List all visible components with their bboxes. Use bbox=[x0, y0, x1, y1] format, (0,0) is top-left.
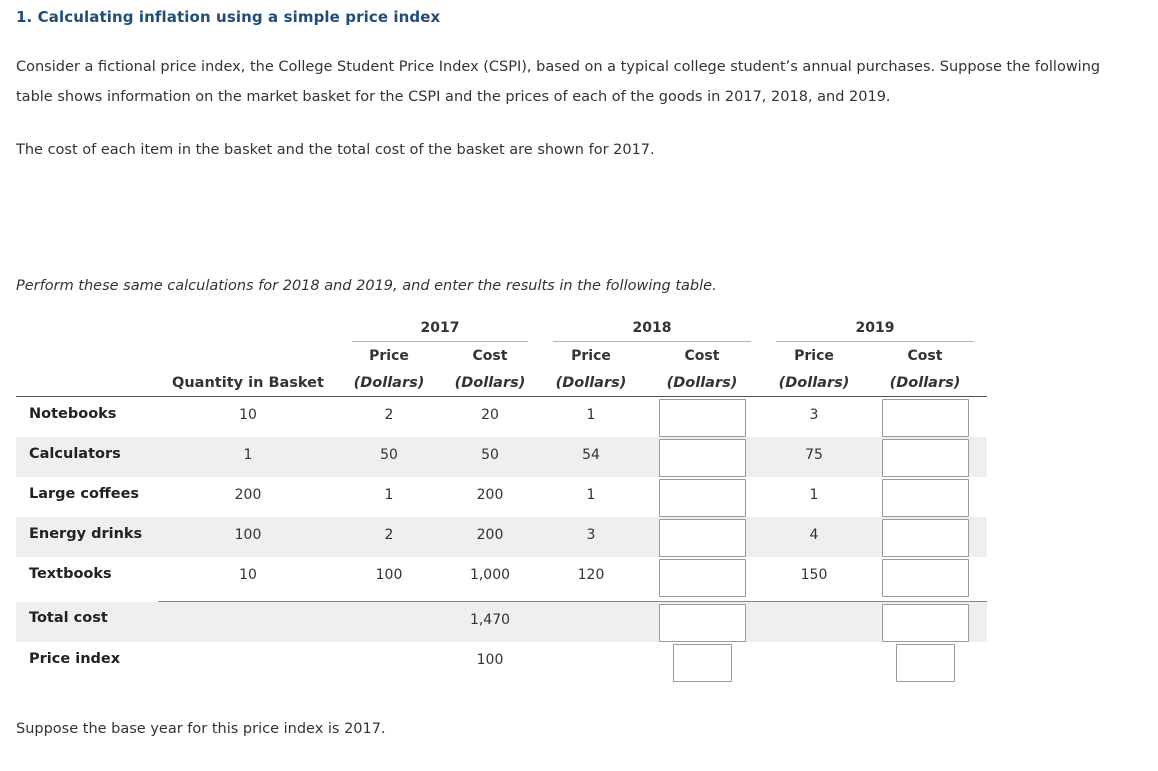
intro-text-line1: Consider a fictional price index, the College Student Price Index (CSPI), based on a typical college student’s annual purchases. Suppose the following bbox=[16, 59, 1101, 75]
cost-2018-input-notebooks[interactable] bbox=[659, 399, 746, 437]
col-header-cost-2017: Cost bbox=[472, 348, 508, 364]
col-header-quantity: Quantity in Basket bbox=[172, 375, 324, 391]
year-underline-2019 bbox=[776, 341, 974, 342]
header-rule bbox=[16, 396, 987, 397]
row-label-price-index: Price index bbox=[29, 651, 121, 667]
col-header-dollars-price-2019: (Dollars) bbox=[778, 375, 850, 391]
row-label-calculators: Calculators bbox=[29, 446, 121, 462]
price-index-2017-cell: 100 bbox=[476, 652, 504, 668]
col-header-dollars-cost-2018: (Dollars) bbox=[666, 375, 738, 391]
year-underline-2018 bbox=[553, 341, 751, 342]
col-header-cost-2019: Cost bbox=[907, 348, 943, 364]
cost-2018-input-energy-drinks[interactable] bbox=[659, 519, 746, 557]
cost-2017-cell: 1,000 bbox=[469, 567, 511, 583]
quantity-cell: 1 bbox=[243, 447, 253, 463]
row-label-energy-drinks: Energy drinks bbox=[29, 526, 143, 542]
row-label-notebooks: Notebooks bbox=[29, 406, 117, 422]
col-header-cost-2018: Cost bbox=[684, 348, 720, 364]
cost-2019-input-textbooks[interactable] bbox=[882, 559, 969, 597]
total-rule bbox=[158, 601, 987, 602]
price-2017-cell: 100 bbox=[375, 567, 403, 583]
price-2018-cell: 1 bbox=[586, 487, 596, 503]
cost-2018-input-textbooks[interactable] bbox=[659, 559, 746, 597]
total-cost-2017-cell: 1,470 bbox=[469, 612, 511, 628]
price-2019-cell: 75 bbox=[805, 447, 823, 463]
quantity-cell: 10 bbox=[239, 567, 257, 583]
cost-note: The cost of each item in the basket and the total cost of the basket are shown for 2017. bbox=[16, 142, 655, 158]
year-header-2018: 2018 bbox=[632, 320, 672, 336]
quantity-cell: 200 bbox=[234, 487, 262, 503]
cost-2018-input-large-coffees[interactable] bbox=[659, 479, 746, 517]
intro-text-line2: table shows information on the market basket for the CSPI and the prices of each of the goods in 2017, 2018, and 2019. bbox=[16, 89, 891, 105]
row-label-textbooks: Textbooks bbox=[29, 566, 112, 582]
year-header-2017: 2017 bbox=[420, 320, 460, 336]
cost-2017-cell: 50 bbox=[481, 447, 499, 463]
price-2018-cell: 3 bbox=[586, 527, 596, 543]
col-header-dollars-cost-2017: (Dollars) bbox=[454, 375, 526, 391]
instruction-text: Perform these same calculations for 2018 and 2019, and enter the results in the following table. bbox=[16, 278, 717, 294]
quantity-cell: 100 bbox=[234, 527, 262, 543]
price-2017-cell: 2 bbox=[384, 527, 394, 543]
cost-2018-input-calculators[interactable] bbox=[659, 439, 746, 477]
price-2017-cell: 50 bbox=[380, 447, 398, 463]
cost-2019-input-energy-drinks[interactable] bbox=[882, 519, 969, 557]
cost-2019-input-notebooks[interactable] bbox=[882, 399, 969, 437]
col-header-price-2018: Price bbox=[571, 348, 611, 364]
cost-2017-cell: 200 bbox=[476, 487, 504, 503]
cost-2019-input-large-coffees[interactable] bbox=[882, 479, 969, 517]
price-index-2019-input[interactable] bbox=[896, 644, 955, 682]
price-2018-cell: 120 bbox=[577, 567, 605, 583]
question-title: 1. Calculating inflation using a simple price index bbox=[16, 8, 441, 26]
price-2018-cell: 1 bbox=[586, 407, 596, 423]
price-2019-cell: 3 bbox=[809, 407, 819, 423]
price-index-2018-input[interactable] bbox=[673, 644, 732, 682]
col-header-price-2019: Price bbox=[794, 348, 834, 364]
base-year-note: Suppose the base year for this price index is 2017. bbox=[16, 721, 386, 737]
price-2018-cell: 54 bbox=[582, 447, 600, 463]
row-label-total-cost: Total cost bbox=[29, 610, 108, 626]
col-header-dollars-cost-2019: (Dollars) bbox=[889, 375, 961, 391]
cost-2017-cell: 200 bbox=[476, 527, 504, 543]
cost-2019-input-calculators[interactable] bbox=[882, 439, 969, 477]
price-2019-cell: 150 bbox=[800, 567, 828, 583]
cost-2017-cell: 20 bbox=[481, 407, 499, 423]
total-cost-2018-input[interactable] bbox=[659, 604, 746, 642]
col-header-price-2017: Price bbox=[369, 348, 409, 364]
row-label-large-coffees: Large coffees bbox=[29, 486, 140, 502]
year-header-2019: 2019 bbox=[855, 320, 895, 336]
price-2019-cell: 1 bbox=[809, 487, 819, 503]
year-underline-2017 bbox=[352, 341, 528, 342]
quantity-cell: 10 bbox=[239, 407, 257, 423]
total-cost-2019-input[interactable] bbox=[882, 604, 969, 642]
price-2017-cell: 2 bbox=[384, 407, 394, 423]
price-2019-cell: 4 bbox=[809, 527, 819, 543]
price-2017-cell: 1 bbox=[384, 487, 394, 503]
col-header-dollars-price-2018: (Dollars) bbox=[555, 375, 627, 391]
col-header-dollars-price-2017: (Dollars) bbox=[353, 375, 425, 391]
